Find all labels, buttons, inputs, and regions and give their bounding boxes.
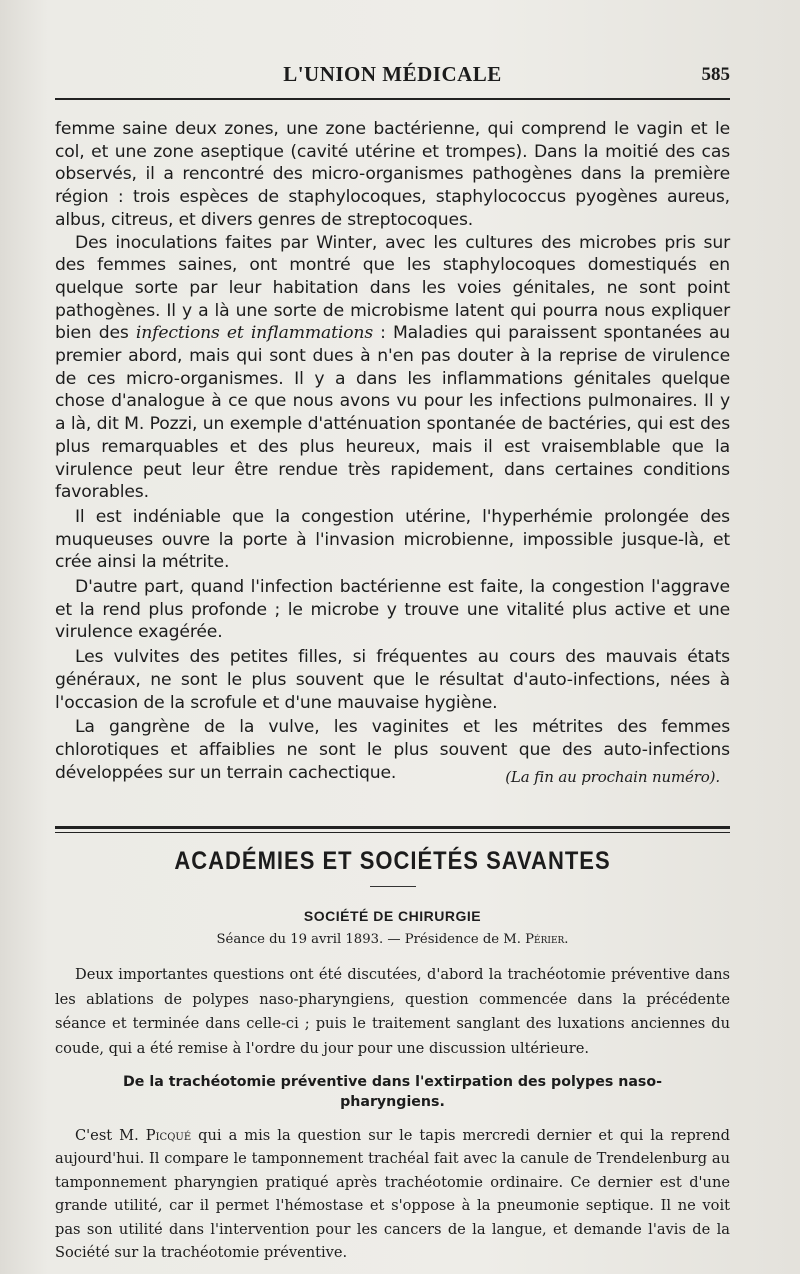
subheading: De la trachéotomie préventive dans l'extirpation des polypes naso-pharyngiens. — [123, 1074, 662, 1110]
running-title: L'UNION MÉDICALE — [283, 62, 502, 86]
article-continuation — [55, 118, 730, 789]
continuation-note: (La fin au prochain numéro). — [505, 768, 720, 787]
section-rule-thin — [55, 832, 730, 833]
paragraph: Deux importantes questions ont été discutées, d'abord la trachéotomie préventive dans les ablations de polypes naso-pharyngiens, question commencée dans la précédente séance et terminée dans celle-ci ; puis le traitement sanglant des luxations anciennes du coude, qui a été remise à l'ordre du jour pour une discussion ultérieure. — [55, 966, 730, 1057]
author-name: Picqué — [145, 1127, 192, 1144]
society-name: SOCIÉTÉ DE CHIRURGIE — [303, 908, 482, 924]
paragraph: Les vulvites des petites filles, si fréquentes au cours des mauvais états généraux, ne sont le plus souvent que le résultat d'auto-infections, nées à l'occasion de la scrofule et d'une mauvaise hygiène. — [55, 647, 730, 713]
page-header — [55, 62, 730, 92]
emphasis: infections et inflammations — [135, 323, 374, 344]
paragraph: La gangrène de la vulve, les vaginites et les métrites des femmes chlorotiques et affaiblies ne sont le plus souvent que des auto-infections développées sur un terrain cachectique. — [55, 717, 730, 783]
section-intro — [55, 963, 730, 1061]
paragraph: D'autre part, quand l'infection bactérienne est faite, la congestion l'aggrave et la rend plus profonde ; le microbe y trouve une vitalité plus active et une virulence exagérée. — [55, 577, 730, 643]
section-rule — [55, 826, 730, 829]
section-body — [55, 1124, 730, 1264]
paragraph: Des inoculations faites par Winter, avec les cultures des microbes pris sur des femmes saines, ont montré que les staphylocoques domestiqués en quelque sorte par leur habitation dans les voies génitales, ne sont point pathogènes. Il y a là une sorte de microbisme latent qui pourra nous expliquer bien des infections et inflammations : Maladies qui paraissent spontanées au premier abord, mais qui sont dues à n'en pas douter à la reprise de virulence de ces micro-organismes. Il y a dans les inflammations génitales quelque chose d'analogue à ce que nous avons vu pour les infections pulmonaires. Il y a là, dit M. Pozzi, un exemple d'atténuation spontanée de bactéries, qui est des plus remarquables et des plus heureux, mais il est vraisemblable que la virulence peut leur être rendue très rapidement, dans certaines conditions favorables. — [55, 232, 731, 503]
page-number: 585 — [701, 64, 730, 85]
section-title: ACADÉMIES ET SOCIÉTÉS SAVANTES — [174, 846, 611, 875]
session-line: Séance du 19 avril 1893. — Présidence de M. Périer. — [216, 932, 569, 947]
president-name: Périer — [525, 932, 565, 947]
divider — [370, 886, 416, 887]
paragraph: C'est M. Picqué qui a mis la question sur le tapis mercredi dernier et qui la reprend aujourd'hui. Il compare le tamponnement trachéal fait avec la canule de Trendelenburg au tamponnement pharyngien pratiqué après trachéotomie ordinaire. Ce dernier est d'une grande utilité, car il permet l'hémostase et s'oppose à la pneumonie septique. Il ne voit pas son utilité dans l'intervention pour les cancers de la langue, et demande l'avis de la Société sur la trachéotomie préventive. — [55, 1127, 731, 1262]
header-rule — [55, 98, 730, 100]
paragraph: Il est indéniable que la congestion utérine, l'hyperhémie prolongée des muqueuses ouvre la porte à l'invasion microbienne, impossible jusque-là, et crée ainsi la métrite. — [55, 506, 730, 573]
paragraph: femme saine deux zones, une zone bactérienne, qui comprend le vagin et le col, et une zone aseptique (cavité utérine et trompes). Dans la moitié des cas observés, il a rencontré des micro-organismes pathogènes dans la première région : trois espèces de staphylocoques, staphylococcus pyogènes aureus, albus, citreus, et divers genres de streptocoques. — [55, 119, 730, 230]
